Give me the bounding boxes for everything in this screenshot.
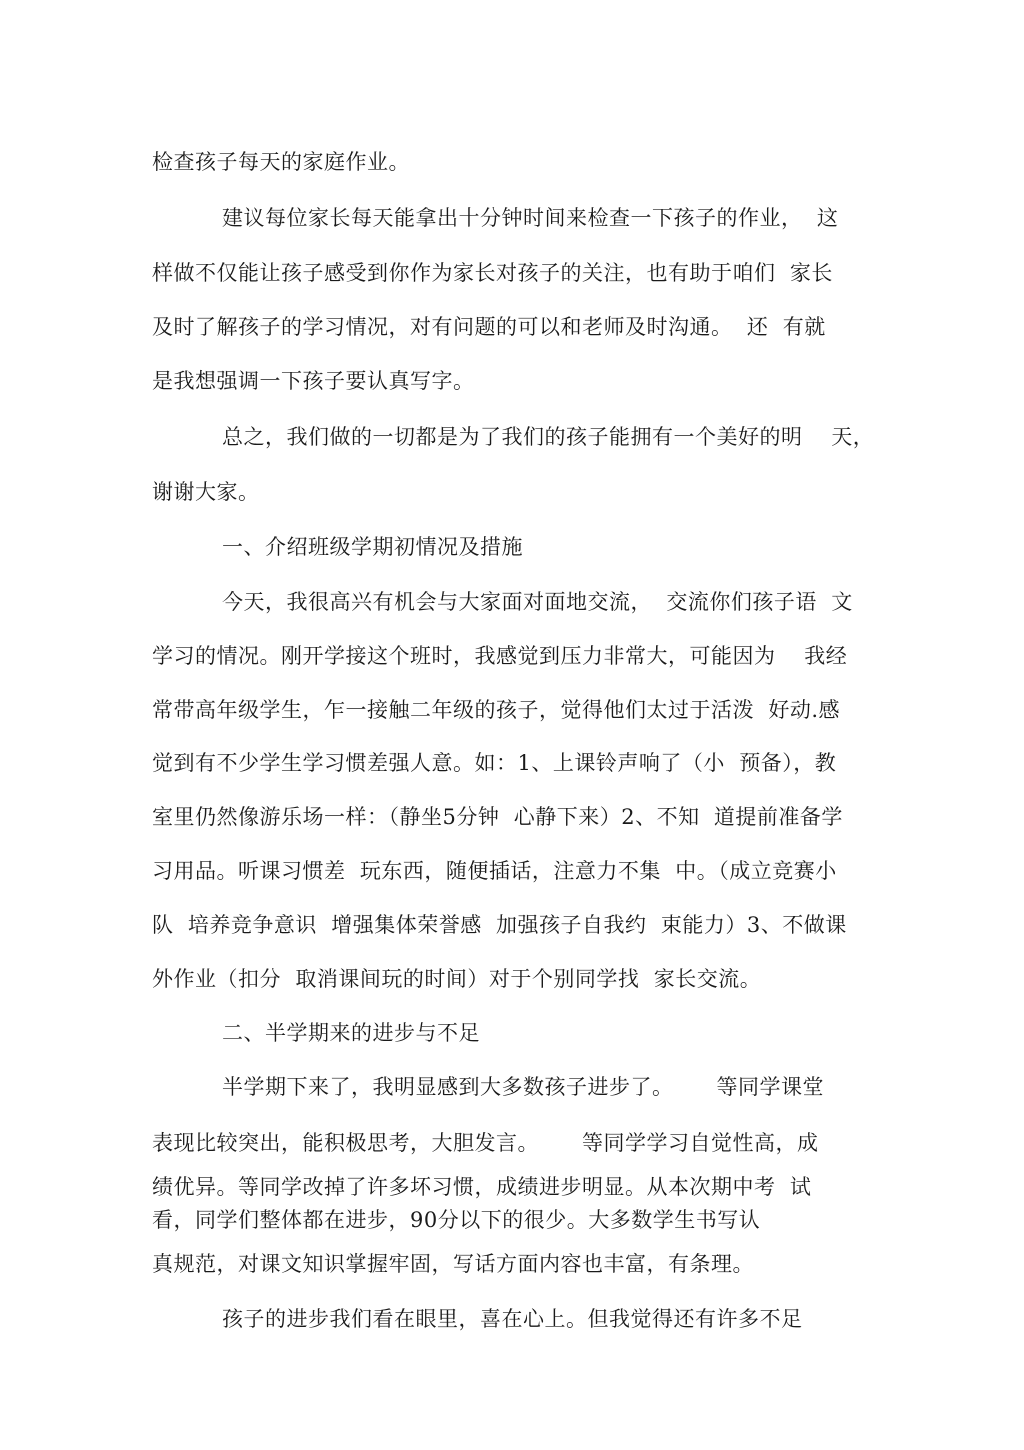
section-heading: 一、介绍班级学期初情况及措施	[222, 535, 523, 559]
text-line: 今天，我很高兴有机会与大家面对面地交流， 交流你们孩子语 文	[222, 590, 853, 614]
text-line: 常带高年级学生，乍一接触二年级的孩子，觉得他们太过于活泼 好动.感	[152, 698, 841, 722]
text-line: 队 培养竞争意识 增强集体荣誉感 加强孩子自我约 束能力）3、不做课	[152, 913, 847, 937]
text-line: 习用品。听课习惯差 玩东西，随便插话，注意力不集 中。（成立竞赛小	[152, 859, 837, 883]
text-line: 孩子的进步我们看在眼里，喜在心上。但我觉得还有许多不足	[222, 1307, 803, 1331]
text-line: 谢谢大家。	[152, 480, 260, 504]
text-line: 外作业（扣分 取消课间玩的时间）对于个别同学找 家长交流。	[152, 967, 762, 991]
text-line: 绩优异。等同学改掉了许多坏习惯，成绩进步明显。从本次期中考 试	[152, 1175, 812, 1199]
text-line: 看，同学们整体都在进步，90分以下的很少。大多数学生书写认	[152, 1208, 761, 1232]
text-line: 样做不仅能让孩子感受到你作为家长对孩子的关注，也有助于咱们 家长	[152, 261, 833, 285]
text-line: 及时了解孩子的学习情况，对有问题的可以和老师及时沟通。 还 有就	[152, 315, 826, 339]
text-line: 真规范，对课文知识掌握牢固，写话方面内容也丰富，有条理。	[152, 1252, 754, 1276]
text-line: 总之，我们做的一切都是为了我们的孩子能拥有一个美好的明 天，	[222, 425, 875, 449]
text-line: 学习的情况。刚开学接这个班时，我感觉到压力非常大，可能因为 我经	[152, 644, 848, 668]
text-line: 半学期下来了，我明显感到大多数孩子进步了。 等同学课堂	[222, 1075, 825, 1099]
section-heading: 二、半学期来的进步与不足	[222, 1021, 480, 1045]
text-line: 检查孩子每天的家庭作业。	[152, 150, 410, 174]
text-line: 建议每位家长每天能拿出十分钟时间来检查一下孩子的作业， 这	[222, 206, 839, 230]
text-line: 觉到有不少学生学习惯差强人意。如：1、上课铃声响了（小 预备），教	[152, 751, 837, 775]
text-line: 是我想强调一下孩子要认真写字。	[152, 369, 475, 393]
text-line: 室里仍然像游乐场一样：（静坐5分钟 心静下来）2、不知 道提前准备学	[152, 805, 843, 829]
text-line: 表现比较突出，能积极思考，大胆发言。 等同学学习自觉性高，成	[152, 1131, 819, 1155]
